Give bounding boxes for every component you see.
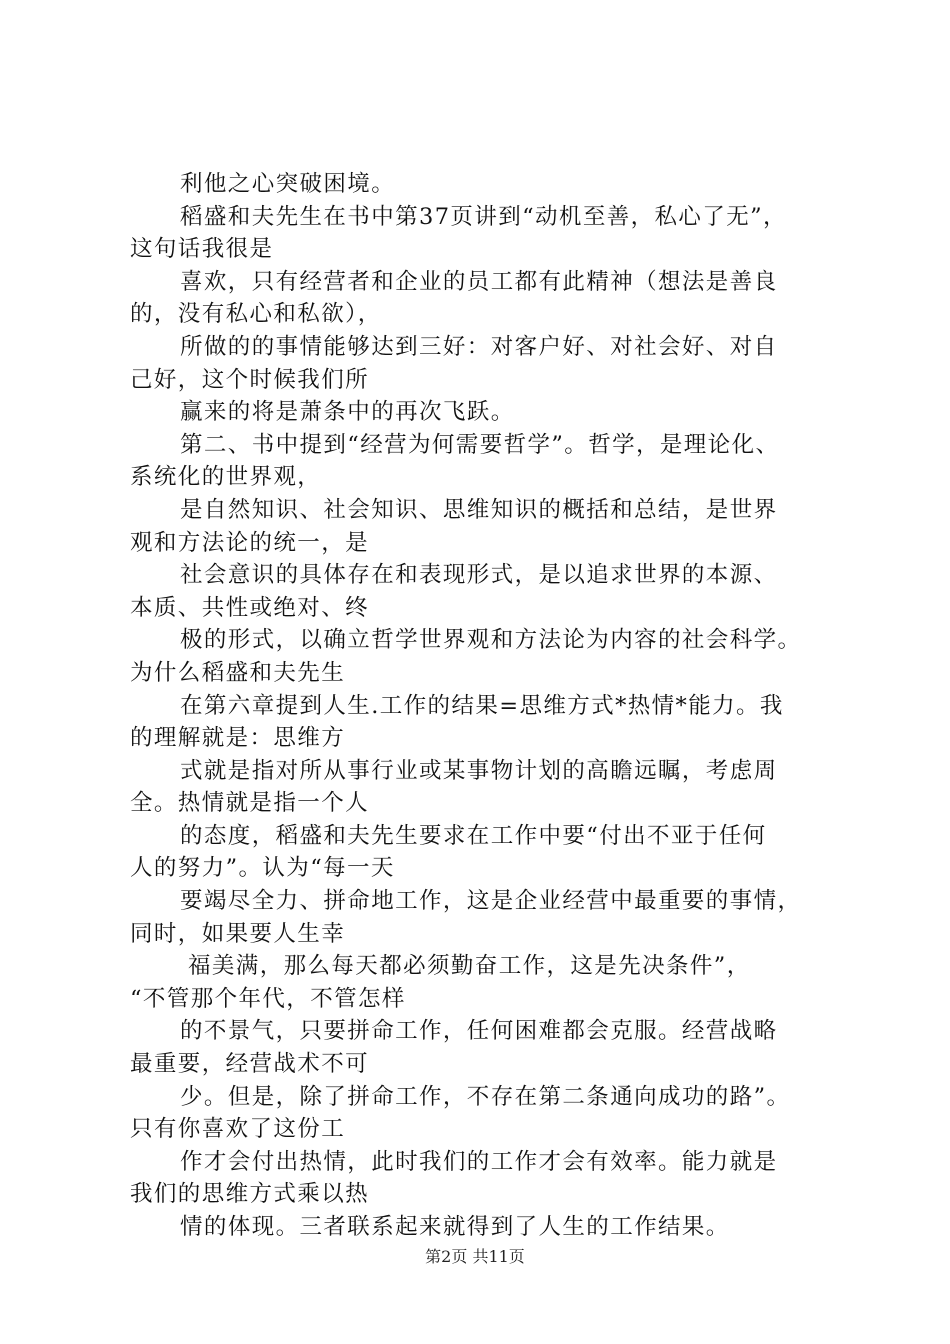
text-line: 赢来的将是萧条中的再次飞跃。: [180, 399, 515, 426]
text-line: 本质、共性或绝对、终: [130, 594, 370, 621]
text-line: 同时，如果要人生幸: [130, 920, 346, 947]
text-line: 最重要，经营战术不可: [130, 1051, 370, 1078]
text-line: 利他之心突破困境。: [180, 171, 396, 197]
text-line: 这句话我很是: [130, 236, 274, 263]
text-line: 只有你喜欢了这份工: [130, 1116, 346, 1143]
text-line: 社会意识的具体存在和表现形式，是以追求世界的本源、: [180, 562, 778, 589]
text-line: 福美满，那么每天都必须勤奋工作，这是先决条件”，: [188, 953, 751, 980]
page-number-footer: 第2页 共11页: [425, 1247, 525, 1266]
text-line: 作才会付出热情，此时我们的工作才会有效率。能力就是: [180, 1148, 778, 1175]
text-line: 的态度，稻盛和夫先生要求在工作中要“付出不亚于任何: [180, 822, 767, 849]
text-line: 的，没有私心和私欲），: [130, 301, 382, 328]
text-line: 系统化的世界观，: [130, 464, 322, 491]
text-line: 所做的的事情能够达到三好：对客户好、对社会好、对自: [180, 333, 778, 360]
text-line: 极的形式，以确立哲学世界观和方法论为内容的社会科学。: [180, 627, 802, 654]
text-line: 要竭尽全力、拼命地工作，这是企业经营中最重要的事情，: [180, 888, 802, 915]
text-line: 第二、书中提到“经营为何需要哲学”。哲学，是理论化、: [180, 431, 780, 458]
text-line: 稻盛和夫先生在书中第37页讲到“动机至善，私心了无”，: [180, 203, 787, 230]
text-line: 在第六章提到人生.工作的结果=思维方式*热情*能力。我: [180, 692, 784, 719]
text-line: 全。热情就是指一个人: [130, 790, 370, 817]
text-line: 情的体现。三者联系起来就得到了人生的工作结果。: [180, 1214, 730, 1240]
text-line: 为什么稻盛和夫先生: [130, 659, 346, 686]
text-line: 观和方法论的统一，是: [130, 529, 370, 556]
text-line: “不管那个年代，不管怎样: [130, 985, 406, 1012]
text-line: 是自然知识、社会知识、思维知识的概括和总结，是世界: [180, 496, 778, 523]
text-line: 式就是指对所从事行业或某事物计划的高瞻远瞩，考虑周: [180, 757, 778, 784]
text-line: 的不景气，只要拼命工作，任何困难都会克服。经营战略: [180, 1018, 778, 1045]
text-line: 我们的思维方式乘以热: [130, 1181, 370, 1208]
text-line: 喜欢，只有经营者和企业的员工都有此精神（想法是善良: [180, 268, 778, 295]
text-line: 人的努力”。认为“每一天: [130, 855, 395, 882]
text-line: 己好，这个时候我们所: [130, 366, 370, 393]
text-line: 的理解就是：思维方: [130, 725, 346, 752]
body-text: [130, 168, 850, 1244]
text-line: 少。但是，除了拼命工作，不存在第二条通向成功的路”。: [180, 1083, 791, 1110]
